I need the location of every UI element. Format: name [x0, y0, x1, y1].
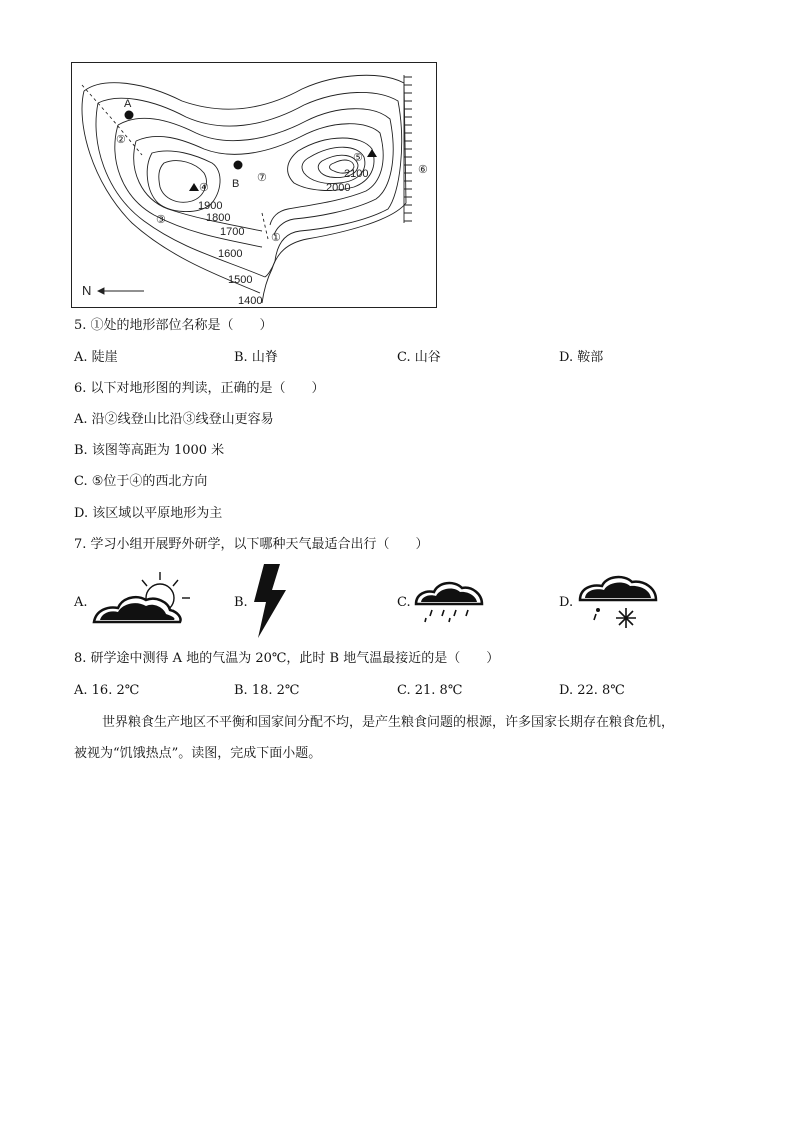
contour-label-1800: 1800: [206, 212, 231, 224]
q7-option-c[interactable]: C.: [397, 595, 411, 610]
contour-label-1400: 1400: [238, 295, 263, 307]
q6-option-d[interactable]: D. 该区域以平原地形为主: [74, 506, 223, 521]
q8-option-c[interactable]: C. 21. 8℃: [397, 683, 463, 698]
peak-5-icon: [367, 149, 377, 157]
point-b: [234, 161, 243, 170]
contour-map: [71, 62, 437, 308]
peak-4-icon: [189, 183, 199, 191]
contour-label-1500: 1500: [228, 274, 253, 286]
q5-option-a[interactable]: A. 陡崖: [74, 350, 118, 365]
marker-4: ④: [199, 182, 209, 194]
q6-stem: 6. 以下对地形图的判读，正确的是（ ）: [74, 381, 325, 396]
lightning-icon: [250, 562, 290, 640]
marker-1: ①: [271, 232, 281, 244]
marker-5: ⑤: [353, 152, 363, 164]
contour-label-1700: 1700: [220, 226, 245, 238]
contour-label-2100: 2100: [344, 168, 369, 180]
passage-line-2: 被视为“饥饿热点”。读图，完成下面小题。: [74, 746, 322, 761]
q6-option-b[interactable]: B. 该图等高距为 1000 米: [74, 443, 225, 458]
q8-option-d[interactable]: D. 22. 8℃: [559, 683, 625, 698]
q5-option-c[interactable]: C. 山谷: [397, 350, 441, 365]
sunny-partly-cloudy-icon: [90, 568, 200, 630]
q6-option-c[interactable]: C. ⑤位于④的西北方向: [74, 474, 208, 489]
point-a: [125, 111, 134, 120]
q7-option-b[interactable]: B.: [234, 595, 248, 610]
q8-option-a[interactable]: A. 16. 2℃: [74, 683, 140, 698]
marker-6: ⑥: [418, 164, 428, 176]
q5-option-b[interactable]: B. 山脊: [234, 350, 278, 365]
label-a: A: [124, 98, 132, 110]
passage-line-1: 世界粮食生产地区不平衡和国家间分配不均，是产生粮食问题的根源，许多国家长期存在粮食危机，: [102, 715, 675, 730]
q5-option-d[interactable]: D. 鞍部: [559, 350, 604, 365]
marker-7: ⑦: [257, 172, 267, 184]
q8-stem: 8. 研学途中测得 A 地的气温为 20℃，此时 B 地气温最接近的是（ ）: [74, 651, 500, 666]
q5-stem: 5. ①处的地形部位名称是（ ）: [74, 318, 273, 333]
q8-option-b[interactable]: B. 18. 2℃: [234, 683, 300, 698]
q7-option-d[interactable]: D.: [559, 595, 574, 610]
label-b: B: [232, 178, 240, 190]
north-label: N: [82, 283, 92, 298]
contour-map-drawing: [72, 63, 436, 307]
q6-option-a[interactable]: A. 沿②线登山比沿③线登山更容易: [74, 412, 274, 427]
contour-label-1600: 1600: [218, 248, 243, 260]
marker-3: ③: [156, 214, 166, 226]
contour-label-2000: 2000: [326, 182, 351, 194]
marker-2: ②: [116, 134, 126, 146]
rain-icon: [412, 576, 488, 624]
contour-label-1900: 1900: [198, 200, 223, 212]
q7-option-a[interactable]: A.: [74, 595, 88, 610]
sleet-snow-icon: [576, 572, 660, 634]
q7-stem: 7. 学习小组开展野外研学，以下哪种天气最适合出行（ ）: [74, 537, 429, 552]
